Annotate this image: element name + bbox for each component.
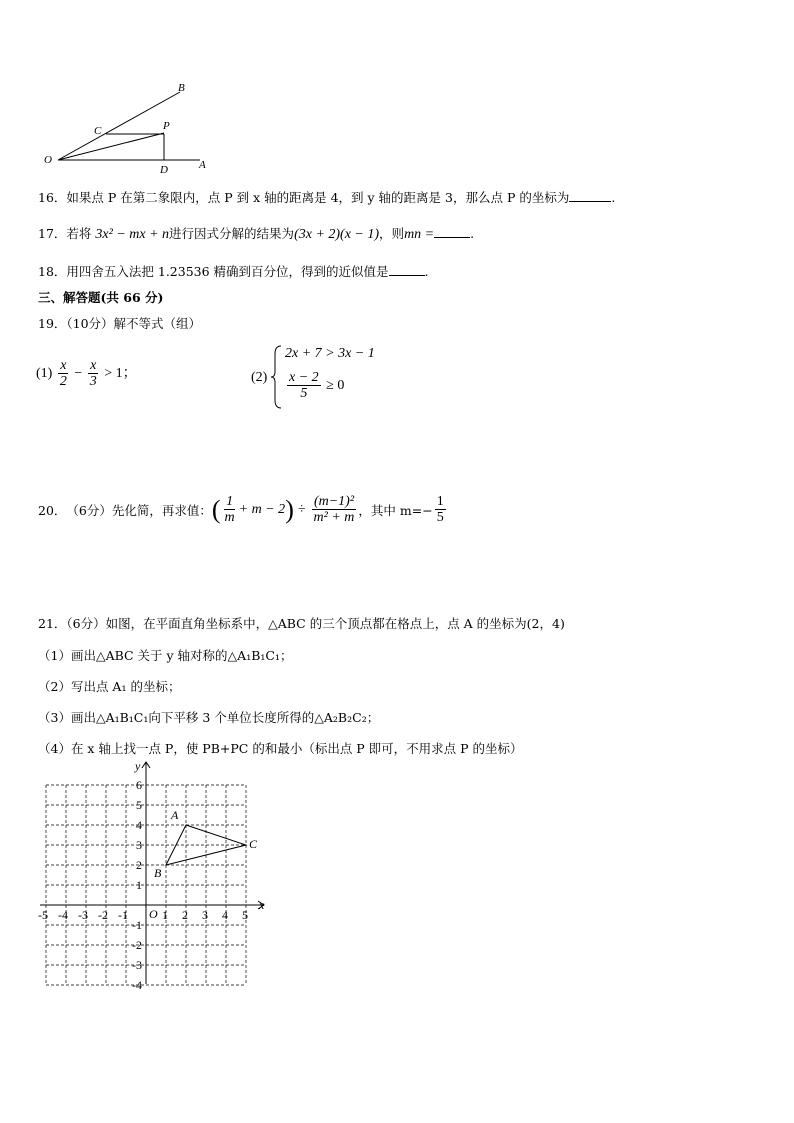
y-tick-label: -1 [132, 918, 142, 932]
x-tick-label: -1 [118, 908, 128, 922]
question-18: 18．用四舍五入法把 1.23536 精确到百分位，得到的近似值是 . [38, 264, 429, 279]
question-21-part-3: （3）画出△A₁B₁C₁向下平移 3 个单位长度所得的△A₂B₂C₂； [38, 710, 380, 725]
point-label-C: C [249, 837, 258, 851]
x-tick-label: 4 [222, 908, 228, 922]
x-tick-label: 5 [242, 908, 248, 922]
question-21: 21．（6分）如图，在平面直角坐标系中，△ABC 的三个顶点都在格点上，点 A 的坐标为(2，4) [38, 616, 565, 631]
question-16-number: 16． [38, 190, 67, 205]
label-C: C [94, 125, 102, 137]
label-O: O [44, 154, 52, 166]
question-18-text: 用四舍五入法把 1.23536 精确到百分位，得到的近似值是 [66, 264, 389, 279]
x-tick-label: 1 [162, 908, 168, 922]
question-16: 16．如果点 P 在第二象限内，点 P 到 x 轴的距离是 4，到 y 轴的距离是 3，那么点 P 的坐标为 . [38, 190, 616, 205]
question-16-text: 如果点 P 在第二象限内，点 P 到 x 轴的距离是 4，到 y 轴的距离是 3，那么点 P 的坐标为 [66, 190, 570, 205]
origin-label: O [149, 907, 158, 921]
y-tick-label: 6 [136, 778, 142, 792]
question-21-part-4: （4）在 x 轴上找一点 P，使 PB+PC 的和最小（标出点 P 即可，不用求点 P 的坐标） [38, 741, 523, 756]
question-17-expression: 3x² − mx + n [95, 227, 170, 242]
question-18-number: 18． [38, 264, 67, 279]
question-19-inequality-1: 2x + 7 > 3x − 1 [285, 346, 375, 361]
label-D: D [160, 164, 168, 176]
question-20: 20． （6分）先化简，再求值： ( $\frac{1}{m}$ + m − 2 ) ÷ $\frac{\text{(m−1)²}}{\text{m² + m}}$ ，其中 m=− $\frac{1}{5}$ [38, 494, 444, 526]
question-21-part-1: （1）画出△ABC 关于 y 轴对称的△A₁B₁C₁； [38, 648, 293, 663]
question-19-part-1: (1) $\frac{x}{2}$ − $\frac{x}{3}$ > 1； [36, 358, 137, 390]
x-tick-label: -5 [38, 908, 48, 922]
y-axis-label: y [135, 759, 141, 773]
label-A: A [199, 159, 206, 171]
y-tick-label: 5 [136, 798, 142, 812]
question-17-result: (3x + 2)(x − 1) [294, 227, 380, 242]
y-tick-label: -3 [132, 958, 142, 972]
section-3-title: 三、解答题(共 66 分) [38, 290, 164, 305]
x-tick-label: -4 [58, 908, 68, 922]
y-tick-label: -4 [132, 978, 142, 992]
x-tick-label: 2 [182, 908, 188, 922]
question-21-part-2: （2）写出点 A₁ 的坐标； [38, 679, 181, 694]
brace-icon [271, 344, 283, 410]
y-tick-label: 3 [136, 838, 142, 852]
angle-figure [38, 78, 218, 178]
coordinate-grid [30, 756, 280, 994]
question-19-number: 19． [38, 316, 67, 331]
question-16-answer-blank[interactable] [569, 189, 611, 202]
question-18-answer-blank[interactable] [389, 263, 425, 276]
label-B: B [178, 82, 185, 94]
question-17-number: 17． [38, 226, 67, 241]
point-label-A: A [171, 808, 179, 822]
x-axis-label: x [259, 898, 265, 912]
y-tick-label: 4 [136, 818, 142, 832]
point-label-B: B [154, 866, 162, 880]
question-19: 19．（10分）解不等式（组） [38, 316, 202, 331]
y-tick-label: 2 [136, 858, 142, 872]
question-21-number: 21． [38, 616, 67, 631]
y-tick-label: -2 [132, 938, 142, 952]
y-tick-label: 1 [136, 878, 142, 892]
question-17-answer-blank[interactable] [434, 225, 470, 238]
question-20-number: 20． [38, 502, 67, 518]
question-17: 17．若将 3x² − mx + n进行因式分解的结果为(3x + 2)(x − 1)，则mn = . [38, 226, 475, 242]
x-tick-label: -3 [78, 908, 88, 922]
x-tick-label: -2 [98, 908, 108, 922]
label-P: P [163, 120, 170, 132]
x-tick-label: 3 [202, 908, 208, 922]
